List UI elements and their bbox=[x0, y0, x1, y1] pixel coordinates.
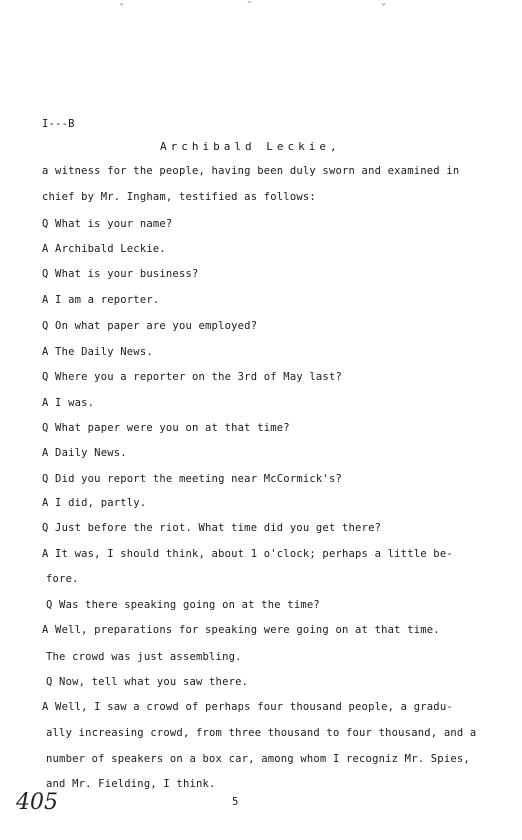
witness-name-title: Archibald Leckie, bbox=[160, 140, 341, 153]
testimony-line: Q Did you report the meeting near McCormick's? bbox=[42, 473, 342, 485]
testimony-line: A The Daily News. bbox=[42, 346, 153, 358]
testimony-line: number of speakers on a box car, among whom I recogniz Mr. Spies, bbox=[46, 753, 470, 765]
testimony-line: A Daily News. bbox=[42, 447, 127, 459]
testimony-line: Q Was there speaking going on at the time? bbox=[46, 599, 320, 611]
page-number: 5 bbox=[232, 796, 239, 808]
testimony-line: A Well, I saw a crowd of perhaps four thousand people, a gradu- bbox=[42, 701, 453, 713]
testimony-line: The crowd was just assembling. bbox=[46, 651, 242, 663]
testimony-line: A I was. bbox=[42, 397, 95, 409]
testimony-line: a witness for the people, having been duly sworn and examined in bbox=[42, 165, 460, 177]
testimony-line: Q What is your name? bbox=[42, 218, 173, 230]
testimony-line: and Mr. Fielding, I think. bbox=[46, 778, 216, 790]
testimony-line: Q On what paper are you employed? bbox=[42, 320, 258, 332]
punch-mark: ˇ bbox=[118, 2, 126, 16]
testimony-line: Q Where you a reporter on the 3rd of May last? bbox=[42, 371, 342, 383]
testimony-line: Q What is your business? bbox=[42, 268, 199, 280]
testimony-line: Q Now, tell what you saw there. bbox=[46, 676, 249, 688]
testimony-line: fore. bbox=[46, 573, 79, 585]
testimony-line: Q Just before the riot. What time did you get there? bbox=[42, 522, 382, 534]
section-code: I---B bbox=[42, 118, 75, 130]
testimony-line: A I did, partly. bbox=[42, 497, 147, 509]
handwritten-page-number: 405 bbox=[16, 790, 58, 815]
punch-mark: ˉ bbox=[246, 0, 254, 14]
testimony-line: A Archibald Leckie. bbox=[42, 243, 166, 255]
punch-mark: ˇ bbox=[380, 2, 388, 16]
testimony-line: ally increasing crowd, from three thousand to four thousand, and a bbox=[46, 727, 477, 739]
testimony-line: A I am a reporter. bbox=[42, 294, 160, 306]
testimony-line: A Well, preparations for speaking were going on at that time. bbox=[42, 624, 440, 636]
testimony-line: Q What paper were you on at that time? bbox=[42, 422, 290, 434]
testimony-line: chief by Mr. Ingham, testified as follows: bbox=[42, 191, 316, 203]
testimony-line: A It was, I should think, about 1 o'clock; perhaps a little be- bbox=[42, 548, 453, 560]
